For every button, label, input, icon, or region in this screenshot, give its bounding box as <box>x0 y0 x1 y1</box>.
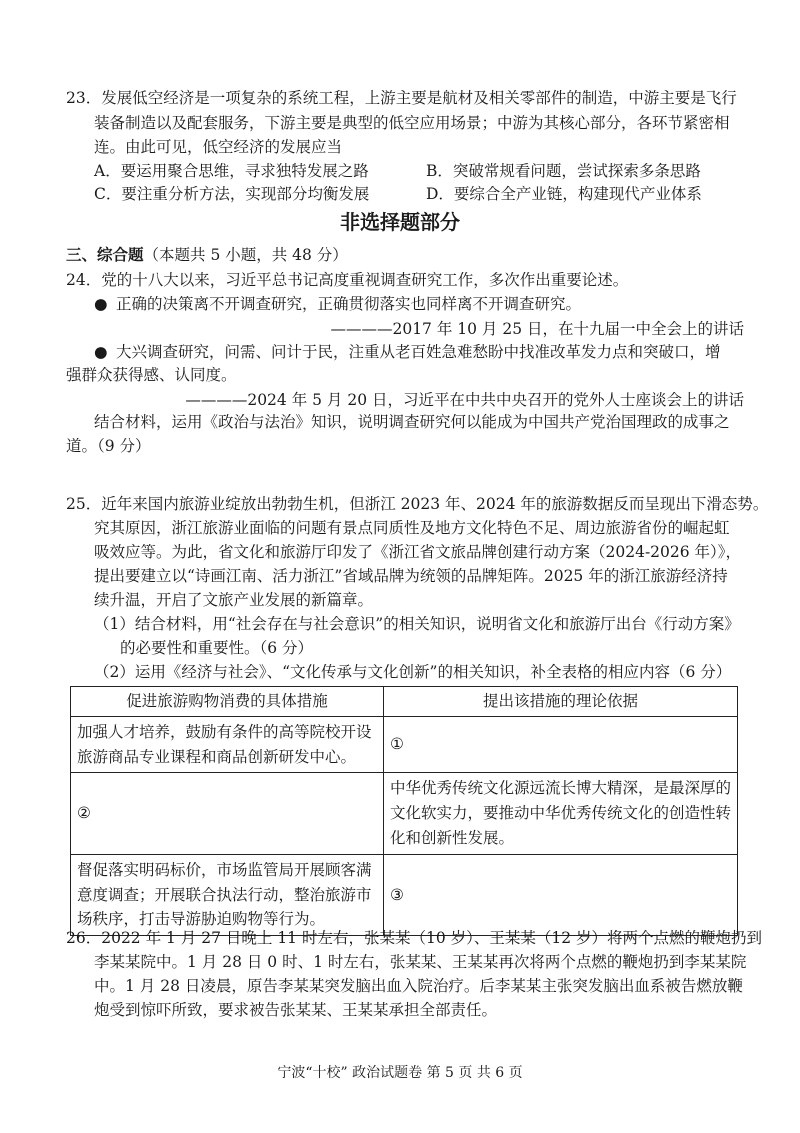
q24-source-2: ————2024 年 5 月 20 日，习近平在中共中央召开的党外人士座谈会上的讲话 <box>185 391 744 409</box>
q24-quote-1-text: 正确的决策离不开调查研究，正确贯彻落实也同样离不开调查研究。 <box>116 295 582 313</box>
table-cell: 中华优秀传统文化源远流长博大精深，是最深厚的文化软实力，要推动中华优秀传统文化的创造性转化和创新性发展。 <box>384 773 738 854</box>
table-cell-blank-3: ③ <box>384 854 738 935</box>
table-cell-blank-2: ② <box>71 773 384 854</box>
section-title: 非选择题部分 <box>340 210 460 234</box>
q23-stem-line-2: 装备制造以及配套服务，下游主要是典型的低空应用场景；中游为其核心部分，各环节紧密相 <box>94 114 730 132</box>
q24-task-line-1: 结合材料，运用《政治与法治》知识，说明调查研究何以能成为中国共产党治国理政的成事之 <box>94 413 730 431</box>
page-footer: 宁波“十校” 政治试题卷 第 5 页 共 6 页 <box>277 1065 523 1081</box>
part3-label: 三、综合题 <box>66 246 144 264</box>
q25-material-line-5: 续升温，开启了文旅产业发展的新篇章。 <box>94 591 374 609</box>
part3-note: （本题共 5 小题，共 48 分） <box>143 246 348 264</box>
q23-stem-line-3: 连。由此可见，低空经济的发展应当 <box>94 138 343 156</box>
q25-material-line-3: 吸效应等。为此，省文化和旅游厅印发了《浙江省文旅品牌创建行动方案（2024-2026 年）》， <box>94 543 742 561</box>
q25-table <box>70 686 738 936</box>
q24-task-line-2: 道。（9 分） <box>66 437 151 455</box>
q26-material-line-3: 中。1 月 28 日凌晨，原告李某某突发脑出血入院治疗。后李某某主张突发脑出血系被告燃放鞭 <box>94 977 743 995</box>
bullet-icon: ● <box>94 295 108 313</box>
q26-material-line-4: 炮受到惊吓所致，要求被告张某某、王某某承担全部责任。 <box>94 1001 498 1019</box>
q23-option-c: C．要注重分析方法，实现部分均衡发展 <box>94 185 370 203</box>
q23-stem-line-1: 23．发展低空经济是一项复杂的系统工程，上游主要是航材及相关零部件的制造，中游主要是飞行 <box>66 89 737 107</box>
table-row <box>71 773 738 854</box>
q23-option-a: A．要运用聚合思维，寻求独特发展之路 <box>94 162 369 180</box>
q26-material-line-2: 李某某院中。1 月 28 日 0 时、1 时左右，张某某、王某某再次将两个点燃的鞭炮扔到李某某院 <box>94 953 747 971</box>
q25-material-line-2: 究其原因，浙江旅游业面临的问题有景点同质性及地方文化特色不足、周边旅游省份的崛起虹 <box>94 519 730 537</box>
table-row <box>71 854 738 935</box>
q24-quote-2-text: 大兴调查研究，问需、问计于民，注重从老百姓急难愁盼中找准改革发力点和突破口，增 <box>116 343 721 361</box>
q24-quote-1 <box>94 292 581 316</box>
q24-quote-2-cont: 强群众获得感、认同度。 <box>66 366 237 384</box>
table-cell: 督促落实明码标价，市场监管局开展顾客满意度调查；开展联合执法行动，整治旅游市场秩序，打击导游胁迫购物等行为。 <box>71 854 384 935</box>
table-row <box>71 716 738 773</box>
part3-heading <box>66 243 348 267</box>
q24-intro: 24．党的十八大以来，习近平总书记高度重视调查研究工作，多次作出重要论述。 <box>66 271 629 289</box>
q23-option-b: B．突破常规看问题，尝试探索多条思路 <box>426 162 701 180</box>
q23-option-d: D．要综合全产业链，构建现代产业体系 <box>426 185 702 203</box>
q24-quote-2 <box>94 340 721 364</box>
q25-material-line-1: 25．近年来国内旅游业绽放出勃勃生机，但浙江 2023 年、2024 年的旅游数据反而呈现出下滑态势。 <box>66 495 769 513</box>
bullet-icon: ● <box>94 343 108 361</box>
q25-material-line-4: 提出要建立以“诗画江南、活力浙江”省域品牌为统领的品牌矩阵。2025 年的浙江旅游经济持 <box>94 567 728 585</box>
table-header-basis: 提出该措施的理论依据 <box>384 687 738 717</box>
q26-material-line-1: 26．2022 年 1 月 27 日晚上 11 时左右，张某某（10 岁）、王某某（12 岁）将两个点燃的鞭炮扔到 <box>66 929 763 947</box>
table-cell: 加强人才培养，鼓励有条件的高等院校开设旅游商品专业课程和商品创新研发中心。 <box>71 716 384 773</box>
q25-sub1-line-1: （1）结合材料，用“社会存在与社会意识”的相关知识，说明省文化和旅游厅出台《行动方案》 <box>94 615 740 633</box>
q24-source-1: ————2017 年 10 月 25 日，在十九届一中全会上的讲话 <box>330 320 744 338</box>
table-header-measures: 促进旅游购物消费的具体措施 <box>71 687 384 717</box>
q25-sub1-line-2: 的必要性和重要性。（6 分） <box>120 639 314 657</box>
table-cell-blank-1: ① <box>384 716 738 773</box>
q25-sub2: （2）运用《经济与社会》、“文化传承与文化创新”的相关知识，补全表格的相应内容（6 分） <box>94 663 732 681</box>
table-header-row <box>71 687 738 717</box>
